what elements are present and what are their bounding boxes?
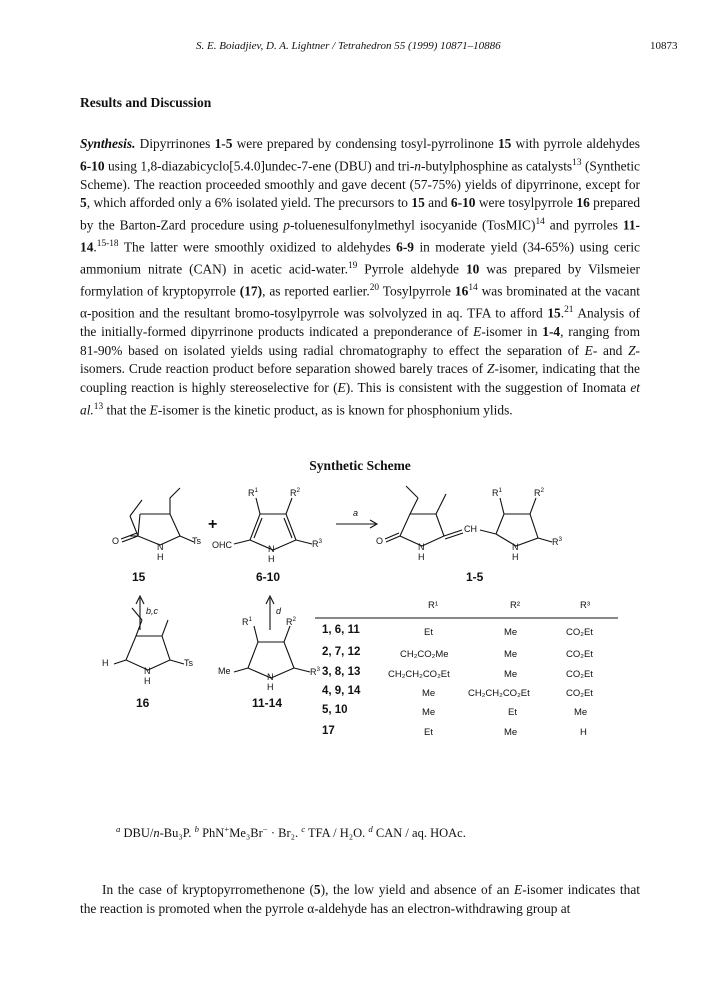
text-run: In the case of kryptopyrromethenone ( [102,882,314,897]
compound-ref: 15 [497,136,512,151]
table-header: R³ [580,600,591,611]
compound-ref: 6-10 [80,158,105,174]
text-run: -Bu₃P. [159,826,195,841]
text-run: , ranging from 81-90% based on isolated yields using radial chromatography to effect the separation of [80,324,641,358]
text-run: were prepared by condensing tosyl-pyrrolinone [232,136,498,151]
italic-run: E [337,379,346,395]
table-row-ids: 4, 9, 14 [322,685,361,697]
atom-label: Me [218,666,231,676]
italic-run: E [514,882,523,897]
compound-ref: 1-5 [214,136,233,151]
text-run: that the [103,402,150,417]
atom-label: N [418,542,425,552]
text-run: , as reported earlier. [262,283,370,299]
text-run: - and [592,342,629,358]
atom-label: $R^2$ [534,487,545,498]
text-run: PhN [198,826,225,841]
bond [122,536,138,542]
text-run: prepared by the Barton-Zard procedure using [80,195,641,233]
text-run: ), the low yield and absence of an [320,882,515,897]
italic-run: n [153,826,160,841]
section-title: Results and Discussion [80,95,212,110]
italic-run: Z [628,342,636,358]
text-run: -isomers. Crude reaction product before separation showed barely traces of [80,342,640,377]
compound-number: 1-5 [466,570,484,584]
text-run: -isomer is the kinetic product, as is known for phosphonium ylids. [157,402,513,417]
table-cell: CH₂CO₂Me [400,649,449,660]
text-run: and pyrroles [544,217,623,233]
text-run: using 1,8-diazabicyclo[5.4.0]undec-7-ene (DBU) and tri- [104,158,415,174]
charge: − [262,824,268,834]
bond [254,626,258,642]
atom-label: O [376,536,384,546]
table-row-ids: 17 [322,725,335,737]
ring-bond [126,636,170,670]
compound-ref: 16 [576,195,590,211]
compound-number: 11-14 [252,696,283,710]
table-cell: Me [574,707,588,718]
citation: 20 [369,283,380,294]
bond [406,486,418,498]
bond [500,498,504,514]
table-cell: Me [504,669,518,680]
running-title: S. E. Boiadjiev, D. A. Lightner / Tetrahedron 55 (1999) 10871–10886 [196,40,501,52]
citation: 21 [564,305,574,316]
compound-ref: 6-10 [450,195,476,211]
atom-label: $R^2$ [286,616,297,627]
table-header: R¹ [428,600,439,611]
text-run: DBU/ [120,826,154,841]
citation: 14 [535,216,545,227]
compound-ref: 11-14 [80,217,641,255]
text-run: Me₃Br [229,826,263,841]
atom-label: Ts [184,658,193,668]
text-run: -isomer, indicating that the coupling reaction is highly stereoselective for ( [80,361,640,395]
text-run: with pyrrole aldehydes [511,136,641,151]
table-row-ids: 3, 8, 13 [322,666,361,678]
text-run: . [560,305,565,321]
text-run: in moderate yield (34-65%) using ceric ammonium nitrate (CAN) in acetic acid-water. [80,239,640,277]
citation: 19 [347,260,358,271]
bond [234,668,248,672]
atom-label: H [144,676,151,686]
text-run: TFA / H₂O. [305,826,369,841]
step-label: b,c [146,606,159,616]
compound-ref: 5 [313,882,321,897]
table-cell: Me [422,688,436,699]
bond [170,488,180,514]
atom-label: H [157,552,164,562]
ring-bond [130,514,180,545]
text-run: The latter were smoothly oxidized to aldehydes [118,239,397,255]
citation: 13 [572,157,582,168]
italic-run: Z [487,361,495,377]
footnote-mark: c [301,824,306,834]
bond [256,498,260,514]
table-cell: CH₂CH₂CO₂Et [388,669,450,680]
step-label: d [276,606,282,616]
text-run: Dipyrrinones [135,136,215,151]
compound-ref: 16 [454,283,469,299]
atom-label: N [157,542,164,552]
text-run: Pyrrole aldehyde [357,261,466,277]
italic-run: E [473,324,482,340]
text-run: Tosylpyrrole [379,283,455,299]
table-row-ids: 1, 6, 11 [322,624,360,636]
text-run: Analysis of the initially-formed dipyrrinone products indicated a preponderance of [80,305,640,340]
atom-label: H [268,554,275,564]
text-run: and [424,195,451,211]
atom-label: N [144,666,151,676]
table-cell: Me [422,707,436,718]
table-cell: CO₂Et [566,688,593,699]
bond [385,533,399,539]
bond [286,498,292,514]
bond [136,620,142,636]
atom-label: CH [464,524,477,534]
atom-label: $R^1$ [242,616,253,627]
compound-ref: 10 [465,261,480,277]
bond [410,498,418,514]
table-row-ids: 2, 7, 12 [322,646,361,658]
atom-label: $R^3$ [312,538,323,549]
synthesis-paragraph [80,135,640,420]
page-number: 10873 [650,40,678,52]
bond [162,620,168,636]
footnote-mark: d [368,824,373,834]
synthetic-scheme [100,480,640,810]
table-header: R² [510,600,521,611]
atom-label: OHC [212,540,232,550]
table-cell: CO₂Et [566,669,593,680]
table-cell: H [580,727,587,738]
italic-run: E [584,342,593,358]
compound-ref: 6-9 [396,239,415,255]
atom-label: H [267,682,274,692]
italic-run: p [283,217,290,233]
bond [294,668,310,672]
kryptopyrromethenone-paragraph [80,881,640,918]
atom-label: N [268,544,275,554]
text-run: . [93,239,97,255]
atom-label: H [512,552,519,562]
table-cell: CO₂Et [566,627,593,638]
citation: 13 [93,401,104,412]
bond [436,494,446,514]
atom-label: $R^3$ [310,666,321,677]
scheme-title: Synthetic Scheme [309,458,411,473]
atom-label: N [267,672,274,682]
footnote-mark: b [194,824,199,834]
compound-ref: 15 [547,305,561,321]
compound-ref: 1-4 [542,324,561,340]
text-run: were tosylpyrrole [475,195,577,211]
atom-label: $R^2$ [290,487,301,498]
arrow-label: a [353,508,359,518]
atom-label: $R^3$ [552,536,563,547]
text-run: (Synthetic Scheme). The reaction proceeded smoothly and gave decent (57-75%) yields of dipyrrinone, except for [80,158,640,192]
bond [444,530,462,536]
atom-label: $R^1$ [248,487,259,498]
table-row-ids: 5, 10 [322,704,348,716]
table-cell: Me [504,727,518,738]
bond [234,540,250,544]
bond [530,498,536,514]
compound-number: 16 [136,696,150,710]
bond [296,540,312,544]
charge: + [224,824,230,834]
footnote-mark: a [116,824,121,834]
paragraph-lead: Synthesis. [80,136,136,151]
bond [445,533,463,539]
italic-run: n [414,158,421,174]
table-cell: Me [504,649,518,660]
bond [138,514,140,536]
citation: 14 [468,283,478,294]
citation: 15-18 [96,238,119,249]
scheme-bonds [100,480,640,810]
bond [538,538,552,542]
text-run: ). This is consistent with the suggestion of Inomata [345,379,631,395]
bond [284,626,290,642]
table-cell: Et [508,707,517,718]
compound-ref: (17) [239,283,263,299]
compound-number: 15 [132,570,146,584]
atom-label: H [102,658,109,668]
table-cell: CO₂Et [566,649,593,660]
atom-label: N [512,542,519,552]
text-run: , which afforded only a 6% isolated yield. The precursors to [86,195,412,211]
table-cell: Et [424,727,433,738]
atom-label: H [418,552,425,562]
text-run: -butylphosphine as catalysts [421,158,573,174]
compound-ref: 15 [411,195,425,211]
table-cell: CH₂CH₂CO₂Et [468,688,530,699]
compound-ref: 5 [80,195,87,211]
text-run: -isomer in [481,324,543,340]
text-run: -isomer indicates that the reaction is promoted when the pyrrole α-aldehyde has an electron-withdrawing group at [80,882,640,916]
bond [480,530,496,534]
text-run: CAN / aq. HOAc. [372,826,466,841]
plus-sign: + [208,516,218,533]
table-cell: Me [504,627,518,638]
text-run: was brominated at the vacant α-position and the resultant bromo-tosylpyrrole was solvolyzed in aq. TFA to afford [80,283,641,321]
atom-label: $R^1$ [492,487,503,498]
table-cell: Et [424,627,433,638]
bond [114,660,126,664]
text-run: · Br₂. [267,826,302,841]
atom-label: O [112,536,120,546]
bond [170,660,184,664]
scheme-footnote [116,824,466,841]
atom-label: Ts [192,536,201,546]
bond [386,536,400,542]
italic-run: E [149,402,158,417]
compound-number: 6-10 [256,570,281,584]
text-run: was prepared by Vilsmeier formylation of kryptopyrrole [80,261,640,299]
italic-run: et al. [80,379,641,417]
text-run: -toluenesulfonylmethyl isocyanide (TosMIC) [289,217,536,233]
